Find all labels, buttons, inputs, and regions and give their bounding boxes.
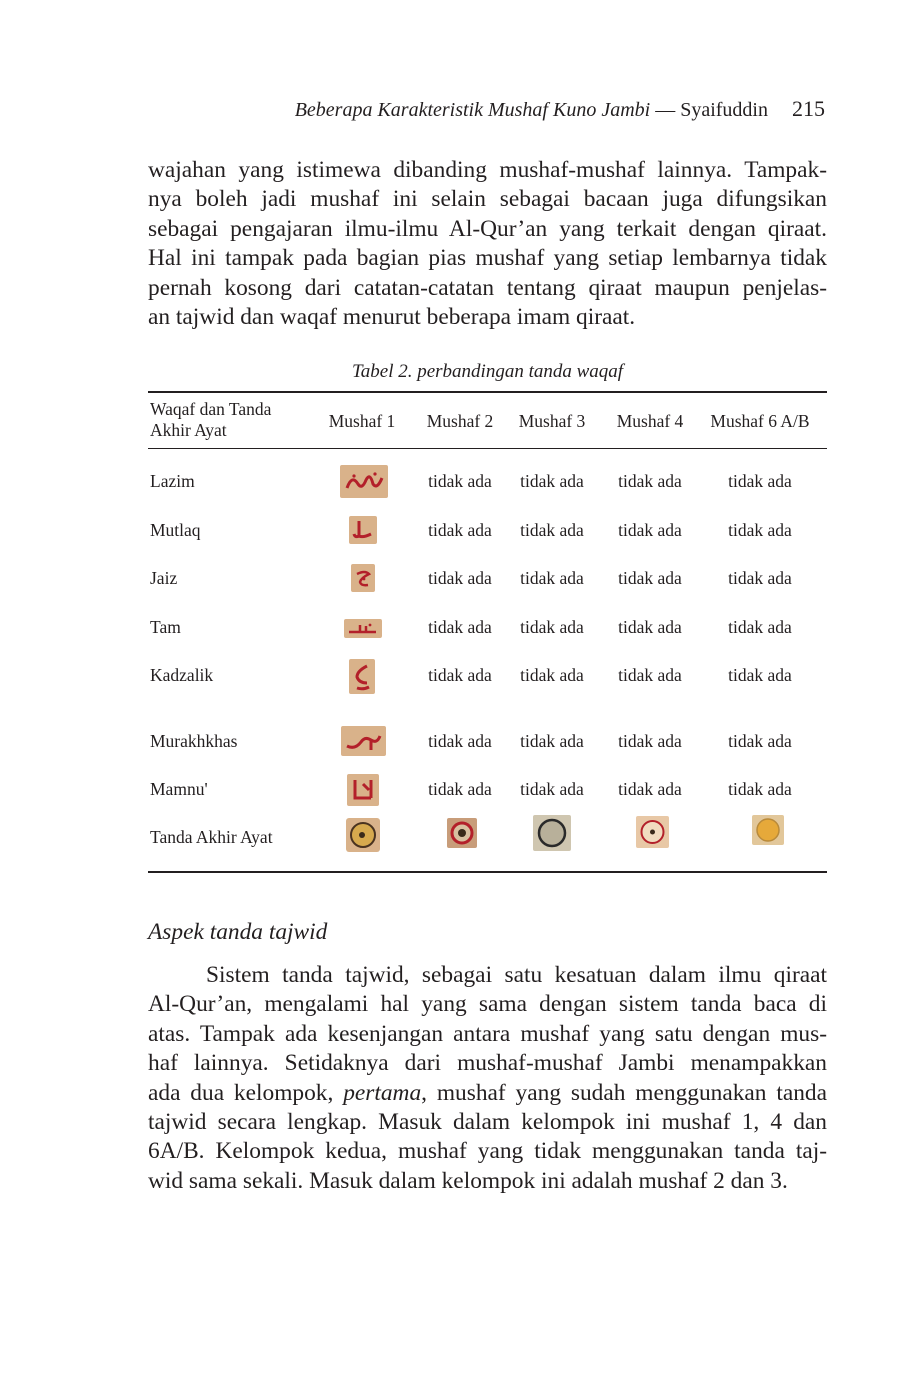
row-label-mamnu: Mamnu'	[150, 779, 208, 799]
cell-tidak-ada: tidak ada	[520, 731, 584, 751]
table-caption: Tabel 2. perbandingan tanda waqaf	[351, 361, 624, 382]
text-line: haf lainnya. Setidaknya dari mushaf-mushaf Jambi menampakkan	[148, 1050, 827, 1077]
cell-tidak-ada: tidak ada	[618, 471, 682, 491]
cell-tidak-ada: tidak ada	[618, 568, 682, 588]
text-line: pernah kosong dari catatan-catatan tentang qiraat maupun penjelas-	[148, 274, 827, 301]
row-label-tam: Tam	[150, 617, 181, 637]
cell-tidak-ada: tidak ada	[728, 471, 792, 491]
page-number: 215	[792, 96, 825, 121]
table-header-mushaf6: Mushaf 6 A/B	[710, 411, 810, 431]
waqaf-kadzalik-image	[349, 659, 375, 694]
cell-tidak-ada: tidak ada	[428, 665, 492, 685]
text-line: 6A/B. Kelompok kedua, mushaf yang tidak menggunakan tanda taj-	[148, 1138, 827, 1165]
text-line: atas. Tampak ada kesenjangan antara mushaf yang satu dengan mus-	[148, 1020, 827, 1047]
row-label-mutlaq: Mutlaq	[150, 520, 201, 540]
table-header-first	[150, 399, 300, 441]
cell-tidak-ada: tidak ada	[728, 617, 792, 637]
text-line-mixed	[148, 1079, 827, 1108]
cell-tidak-ada: tidak ada	[618, 779, 682, 799]
table-header-first-line2: Akhir Ayat	[150, 420, 227, 440]
cell-tidak-ada: tidak ada	[618, 731, 682, 751]
cell-tidak-ada: tidak ada	[520, 665, 584, 685]
cell-tidak-ada: tidak ada	[520, 779, 584, 799]
cell-tidak-ada: tidak ada	[428, 779, 492, 799]
cell-tidak-ada: tidak ada	[428, 520, 492, 540]
running-header	[295, 96, 825, 122]
paragraph-tajwid	[148, 961, 827, 1196]
table-header-mushaf1: Mushaf 1	[328, 411, 396, 431]
row-label-kadzalik: Kadzalik	[150, 665, 214, 685]
waqaf-tam-image	[344, 619, 382, 638]
table-header-first-line1: Waqaf dan Tanda	[150, 399, 272, 419]
cell-tidak-ada: tidak ada	[728, 520, 792, 540]
table-header-mushaf2: Mushaf 2	[426, 411, 494, 431]
row-label-murakhkhas: Murakhkhas	[150, 731, 238, 751]
ayah-end-mushaf3-image	[533, 815, 571, 851]
text-line: Hal ini tampak pada bagian pias mushaf yang setiap lembarnya tidak	[148, 245, 827, 272]
table-top-rule	[148, 391, 827, 393]
text-line: Sistem tanda tajwid, sebagai satu kesatuan dalam ilmu qiraat	[206, 962, 827, 988]
waqaf-murakhkhas-image	[341, 726, 386, 756]
table-header-mushaf3: Mushaf 3	[518, 411, 586, 431]
cell-tidak-ada: tidak ada	[728, 731, 792, 751]
cell-tidak-ada: tidak ada	[428, 731, 492, 751]
cell-tidak-ada: tidak ada	[520, 568, 584, 588]
cell-tidak-ada: tidak ada	[618, 617, 682, 637]
cell-tidak-ada: tidak ada	[428, 471, 492, 491]
ayah-end-mushaf2-image	[447, 818, 477, 848]
cell-tidak-ada: tidak ada	[520, 471, 584, 491]
cell-tidak-ada: tidak ada	[520, 520, 584, 540]
paragraph-intro	[148, 156, 827, 332]
section-title: Aspek tanda tajwid	[148, 919, 328, 945]
cell-tidak-ada: tidak ada	[520, 617, 584, 637]
cell-tidak-ada: tidak ada	[618, 665, 682, 685]
text-segment: ada dua kelompok,	[148, 1079, 344, 1106]
text-line: wid sama sekali. Masuk dalam kelompok ini adalah mushaf 2 dan 3.	[148, 1167, 788, 1194]
cell-tidak-ada: tidak ada	[728, 665, 792, 685]
cell-tidak-ada: tidak ada	[428, 617, 492, 637]
table-header-mushaf4: Mushaf 4	[616, 411, 684, 431]
text-line: nya boleh jadi mushaf ini selain sebagai bacaan juga difungsikan	[148, 186, 827, 213]
row-label-tanda-akhir-ayat: Tanda Akhir Ayat	[150, 827, 273, 847]
row-label-lazim: Lazim	[150, 471, 195, 491]
running-title: Beberapa Karakteristik Mushaf Kuno Jambi	[294, 99, 651, 121]
ayah-end-mushaf6-image	[752, 815, 784, 845]
cell-tidak-ada: tidak ada	[618, 520, 682, 540]
waqaf-mamnu-image	[347, 774, 379, 806]
text-segment: , mushaf yang sudah menggunakan tanda	[421, 1079, 827, 1106]
cell-tidak-ada: tidak ada	[728, 779, 792, 799]
emphasis-pertama: pertama	[343, 1079, 422, 1106]
text-line: wajahan yang istimewa dibanding mushaf-mushaf lainnya. Tampak-	[148, 157, 827, 183]
table-header-rule	[148, 448, 827, 449]
waqaf-mutlaq-image	[349, 516, 377, 544]
ayah-end-mushaf1-image	[346, 818, 380, 852]
table-bottom-rule	[148, 871, 827, 873]
text-line: sebagai pengajaran ilmu-ilmu Al-Qur’an yang terkait dengan qiraat.	[148, 215, 827, 242]
running-author: — Syaifuddin	[655, 99, 768, 121]
text-line: tajwid secara lengkap. Masuk dalam kelompok ini mushaf 1, 4 dan	[148, 1109, 827, 1136]
ayah-end-mushaf4-image	[636, 816, 669, 848]
row-label-jaiz: Jaiz	[150, 568, 178, 588]
cell-tidak-ada: tidak ada	[728, 568, 792, 588]
cell-tidak-ada: tidak ada	[428, 568, 492, 588]
text-line: Al-Qur’an, mengalami hal yang sama dengan sistem tanda baca di	[148, 991, 827, 1018]
waqaf-jaiz-image	[351, 564, 375, 592]
waqaf-lazim-image	[340, 465, 388, 498]
text-line: an tajwid dan waqaf menurut beberapa imam qiraat.	[148, 304, 636, 331]
